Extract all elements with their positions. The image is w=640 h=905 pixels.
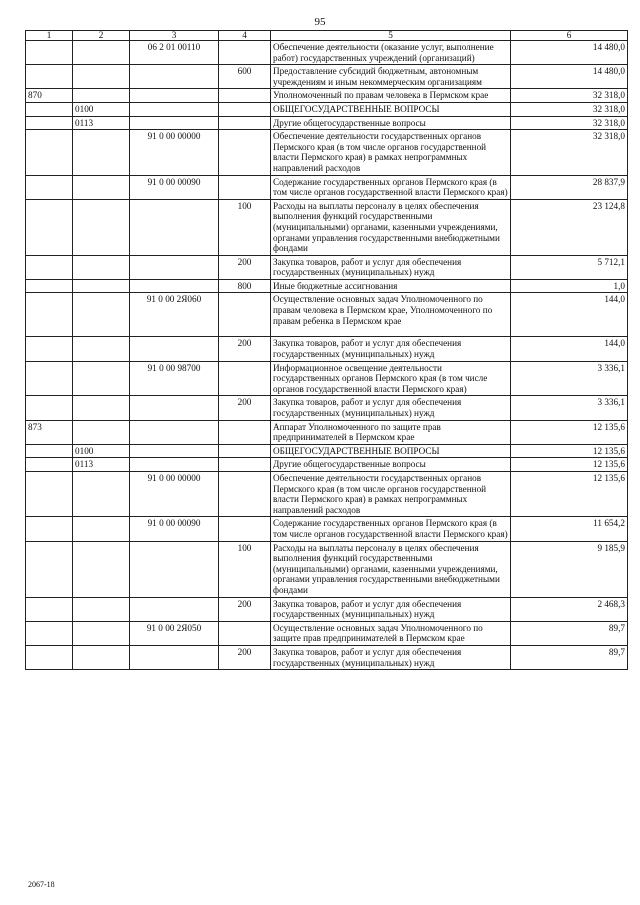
cell-expense-type: 800 (219, 279, 271, 293)
cell-name: Осуществление основных задач Уполномоченного по правам человека в Пермском крае, Уполномоченного по правам ребенка в Пермском крае (271, 293, 511, 337)
table-row (26, 130, 628, 175)
table-row (26, 444, 628, 458)
table-row (26, 645, 628, 669)
cell-amount: 28 837,9 (511, 175, 628, 199)
cell-name: Содержание государственных органов Пермского края (в том числе органов государственной власти Пермского края) (271, 175, 511, 199)
cell-expense-type (219, 621, 271, 645)
cell-target-article (130, 116, 219, 130)
cell-name: Закупка товаров, работ и услуг для обеспечения государственных (муниципальных) нужд (271, 396, 511, 420)
cell-expense-type (219, 102, 271, 116)
cell-target-article (130, 597, 219, 621)
cell-section-code (26, 199, 73, 255)
table-row (26, 279, 628, 293)
cell-subsection-code (73, 175, 130, 199)
cell-section-code (26, 65, 73, 89)
cell-subsection-code (73, 645, 130, 669)
cell-target-article: 91 0 00 2Я050 (130, 621, 219, 645)
cell-section-code (26, 621, 73, 645)
cell-name: Другие общегосударственные вопросы (271, 116, 511, 130)
cell-expense-type (219, 517, 271, 541)
cell-amount: 1,0 (511, 279, 628, 293)
cell-name: Расходы на выплаты персоналу в целях обеспечения выполнения функций государственными (муниципальными) органами, казенными учреждениями, органами управления государственными внебюджетными фондами (271, 541, 511, 597)
table-row (26, 293, 628, 337)
cell-expense-type (219, 41, 271, 65)
cell-section-code (26, 597, 73, 621)
cell-target-article (130, 541, 219, 597)
cell-section-code (26, 116, 73, 130)
table-row (26, 472, 628, 517)
budget-table (25, 30, 628, 670)
cell-amount: 32 318,0 (511, 116, 628, 130)
cell-target-article: 06 2 01 00110 (130, 41, 219, 65)
cell-target-article (130, 279, 219, 293)
cell-expense-type: 200 (219, 255, 271, 279)
cell-section-code (26, 175, 73, 199)
cell-expense-type: 100 (219, 541, 271, 597)
table-row (26, 361, 628, 396)
document-code: 2067-18 (28, 880, 55, 889)
table-row (26, 89, 628, 103)
cell-section-code (26, 293, 73, 337)
cell-section-code (26, 279, 73, 293)
cell-subsection-code (73, 199, 130, 255)
table-row (26, 65, 628, 89)
column-header-2: 2 (73, 31, 130, 41)
table-row (26, 337, 628, 361)
cell-target-article: 91 0 00 2Я060 (130, 293, 219, 337)
cell-target-article (130, 89, 219, 103)
cell-amount: 144,0 (511, 337, 628, 361)
table-row (26, 621, 628, 645)
cell-name: Осуществление основных задач Уполномоченного по защите прав предпринимателей в Пермском крае (271, 621, 511, 645)
cell-name: Закупка товаров, работ и услуг для обеспечения государственных (муниципальных) нужд (271, 597, 511, 621)
cell-amount: 9 185,9 (511, 541, 628, 597)
cell-section-code (26, 645, 73, 669)
table-header-row (26, 31, 628, 41)
cell-target-article (130, 199, 219, 255)
cell-amount: 23 124,8 (511, 199, 628, 255)
table-row (26, 199, 628, 255)
cell-target-article (130, 337, 219, 361)
table-row (26, 41, 628, 65)
cell-section-code (26, 337, 73, 361)
column-header-1: 1 (26, 31, 73, 41)
cell-expense-type: 200 (219, 337, 271, 361)
cell-target-article: 91 0 00 98700 (130, 361, 219, 396)
cell-name: Иные бюджетные ассигнования (271, 279, 511, 293)
cell-name: Обеспечение деятельности (оказание услуг, выполнение работ) государственных учреждений (организаций) (271, 41, 511, 65)
cell-amount: 3 336,1 (511, 361, 628, 396)
cell-expense-type: 200 (219, 597, 271, 621)
table-row (26, 541, 628, 597)
cell-expense-type: 200 (219, 645, 271, 669)
cell-section-code: 870 (26, 89, 73, 103)
cell-target-article: 91 0 00 00000 (130, 130, 219, 175)
cell-amount: 144,0 (511, 293, 628, 337)
cell-amount: 32 318,0 (511, 89, 628, 103)
cell-name: Содержание государственных органов Пермского края (в том числе органов государственной власти Пермского края) (271, 517, 511, 541)
cell-amount: 12 135,6 (511, 444, 628, 458)
table-row (26, 517, 628, 541)
cell-section-code (26, 541, 73, 597)
cell-subsection-code (73, 89, 130, 103)
table-row (26, 116, 628, 130)
cell-amount: 11 654,2 (511, 517, 628, 541)
cell-expense-type (219, 293, 271, 337)
cell-subsection-code: 0100 (73, 102, 130, 116)
cell-section-code (26, 517, 73, 541)
cell-expense-type (219, 420, 271, 444)
cell-subsection-code (73, 255, 130, 279)
cell-expense-type: 600 (219, 65, 271, 89)
page-number: 95 (314, 16, 326, 28)
cell-target-article (130, 102, 219, 116)
table-row (26, 102, 628, 116)
cell-name: Другие общегосударственные вопросы (271, 458, 511, 472)
cell-amount: 12 135,6 (511, 420, 628, 444)
cell-amount: 32 318,0 (511, 102, 628, 116)
cell-amount: 5 712,1 (511, 255, 628, 279)
cell-section-code (26, 41, 73, 65)
cell-target-article: 91 0 00 00000 (130, 472, 219, 517)
cell-subsection-code (73, 65, 130, 89)
cell-section-code (26, 255, 73, 279)
cell-amount: 14 480,0 (511, 65, 628, 89)
cell-target-article: 91 0 00 00090 (130, 517, 219, 541)
cell-name: Уполномоченный по правам человека в Пермском крае (271, 89, 511, 103)
cell-amount: 89,7 (511, 645, 628, 669)
cell-expense-type (219, 175, 271, 199)
cell-target-article (130, 65, 219, 89)
cell-amount: 2 468,3 (511, 597, 628, 621)
cell-amount: 32 318,0 (511, 130, 628, 175)
cell-name: ОБЩЕГОСУДАРСТВЕННЫЕ ВОПРОСЫ (271, 102, 511, 116)
cell-subsection-code (73, 130, 130, 175)
cell-expense-type: 100 (219, 199, 271, 255)
cell-name: Аппарат Уполномоченного по защите прав предпринимателей в Пермском крае (271, 420, 511, 444)
cell-subsection-code (73, 597, 130, 621)
column-header-5: 5 (271, 31, 511, 41)
cell-section-code (26, 444, 73, 458)
cell-expense-type (219, 116, 271, 130)
cell-section-code (26, 361, 73, 396)
cell-target-article (130, 255, 219, 279)
cell-name: Закупка товаров, работ и услуг для обеспечения государственных (муниципальных) нужд (271, 255, 511, 279)
cell-expense-type (219, 89, 271, 103)
cell-target-article (130, 444, 219, 458)
cell-target-article (130, 458, 219, 472)
cell-subsection-code (73, 621, 130, 645)
cell-amount: 14 480,0 (511, 41, 628, 65)
table-row (26, 175, 628, 199)
cell-target-article (130, 420, 219, 444)
cell-subsection-code (73, 420, 130, 444)
cell-expense-type (219, 130, 271, 175)
cell-subsection-code (73, 517, 130, 541)
cell-name: ОБЩЕГОСУДАРСТВЕННЫЕ ВОПРОСЫ (271, 444, 511, 458)
cell-section-code (26, 458, 73, 472)
cell-section-code (26, 396, 73, 420)
cell-section-code (26, 102, 73, 116)
cell-subsection-code: 0100 (73, 444, 130, 458)
cell-subsection-code: 0113 (73, 116, 130, 130)
cell-expense-type (219, 361, 271, 396)
cell-subsection-code (73, 293, 130, 337)
cell-target-article: 91 0 00 00090 (130, 175, 219, 199)
cell-target-article (130, 645, 219, 669)
column-header-4: 4 (219, 31, 271, 41)
table-row (26, 420, 628, 444)
cell-name: Обеспечение деятельности государственных органов Пермского края (в том числе органов государственной власти Пермского края) в рамках непрограммных направлений расходов (271, 472, 511, 517)
cell-amount: 89,7 (511, 621, 628, 645)
cell-section-code (26, 472, 73, 517)
column-header-6: 6 (511, 31, 628, 41)
cell-subsection-code (73, 541, 130, 597)
cell-expense-type (219, 472, 271, 517)
cell-expense-type (219, 458, 271, 472)
cell-name: Закупка товаров, работ и услуг для обеспечения государственных (муниципальных) нужд (271, 337, 511, 361)
cell-name: Предоставление субсидий бюджетным, автономным учреждениям и иным некоммерческим организациям (271, 65, 511, 89)
cell-expense-type (219, 444, 271, 458)
cell-subsection-code (73, 472, 130, 517)
cell-subsection-code (73, 337, 130, 361)
cell-amount: 12 135,6 (511, 458, 628, 472)
cell-name: Расходы на выплаты персоналу в целях обеспечения выполнения функций государственными (муниципальными) органами, казенными учреждениями, органами управления государственными внебюджетными фондами (271, 199, 511, 255)
table-row (26, 597, 628, 621)
cell-subsection-code (73, 396, 130, 420)
cell-expense-type: 200 (219, 396, 271, 420)
cell-section-code (26, 130, 73, 175)
cell-subsection-code (73, 279, 130, 293)
table-row (26, 458, 628, 472)
table-row (26, 255, 628, 279)
cell-section-code: 873 (26, 420, 73, 444)
cell-subsection-code (73, 361, 130, 396)
column-header-3: 3 (130, 31, 219, 41)
cell-name: Информационное освещение деятельности государственных органов Пермского края (в том числе органов государственной власти Пермского края) (271, 361, 511, 396)
cell-name: Обеспечение деятельности государственных органов Пермского края (в том числе органов государственной власти Пермского края) в рамках непрограммных направлений расходов (271, 130, 511, 175)
cell-subsection-code: 0113 (73, 458, 130, 472)
cell-target-article (130, 396, 219, 420)
cell-subsection-code (73, 41, 130, 65)
cell-name: Закупка товаров, работ и услуг для обеспечения государственных (муниципальных) нужд (271, 645, 511, 669)
table-row (26, 396, 628, 420)
cell-amount: 12 135,6 (511, 472, 628, 517)
cell-amount: 3 336,1 (511, 396, 628, 420)
